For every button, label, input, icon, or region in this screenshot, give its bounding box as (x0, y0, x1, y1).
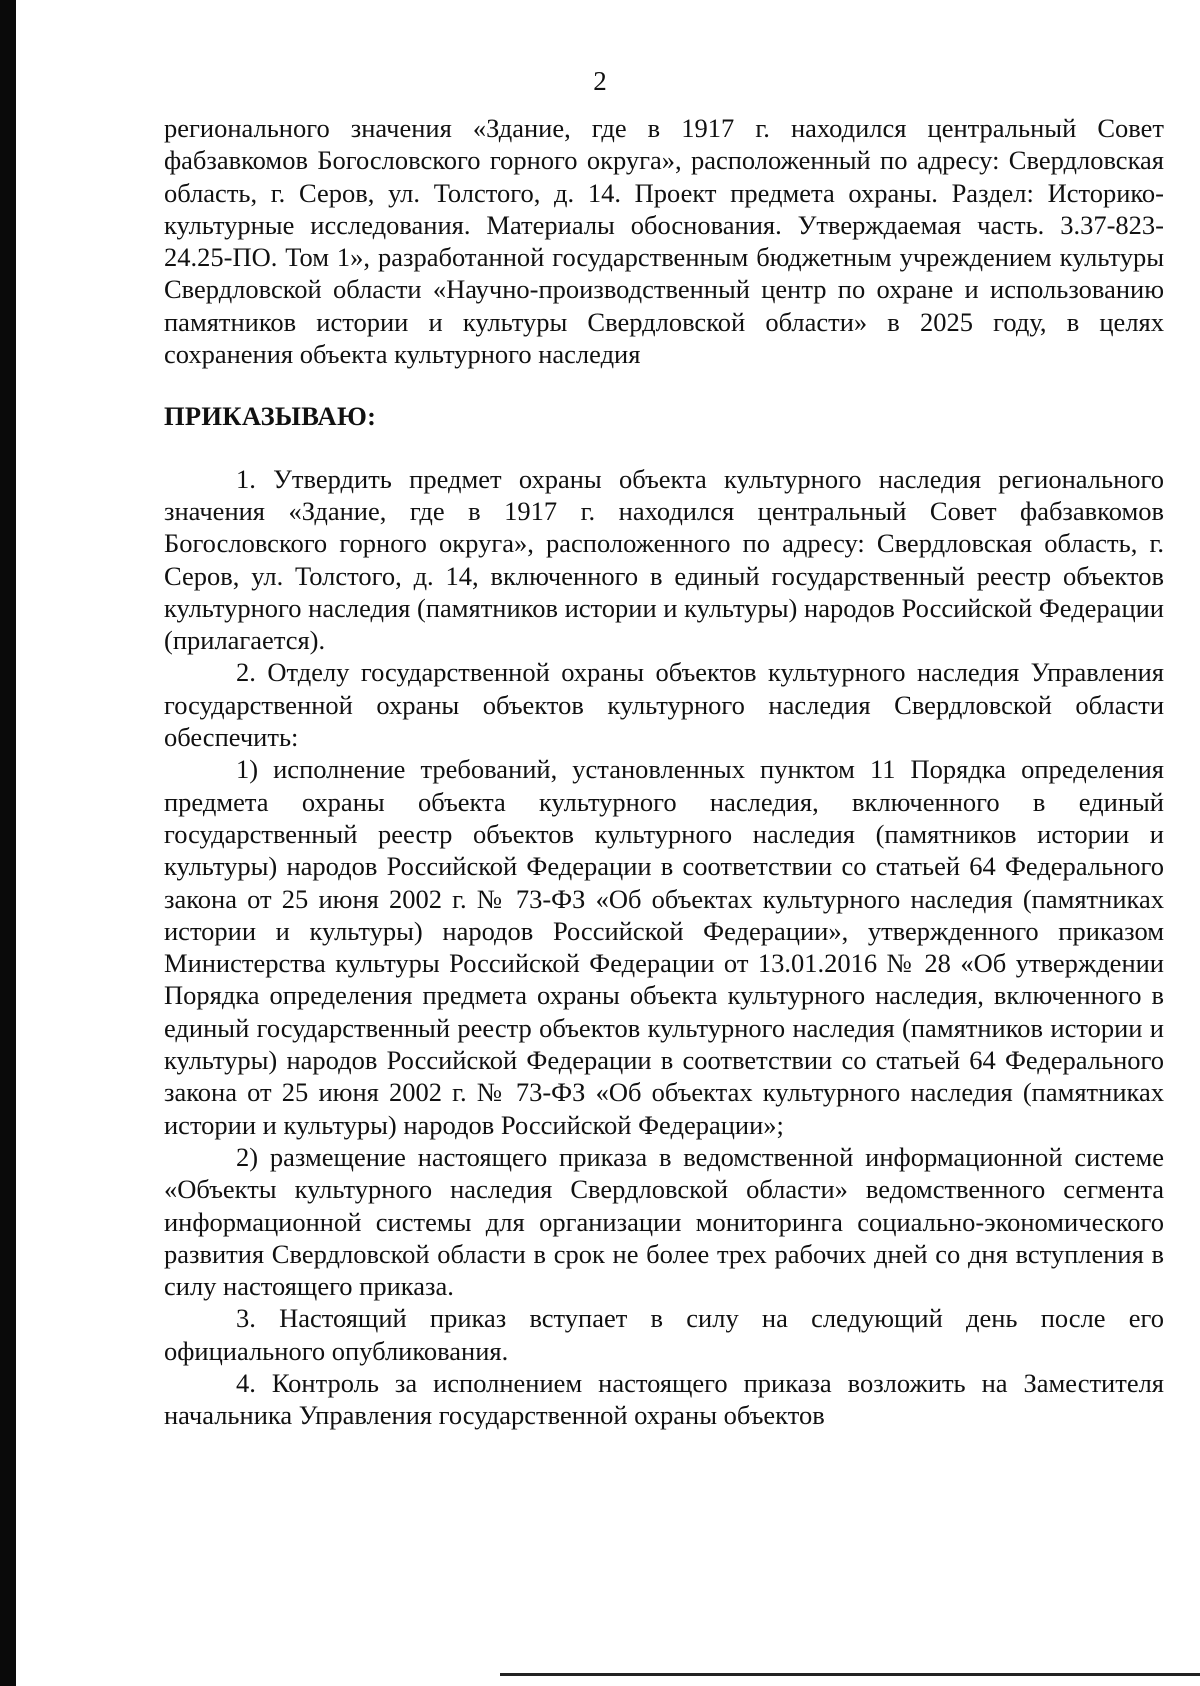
order-subitem-2-1: 1) исполнение требований, установленных пунктом 11 Порядка определения предмета охраны объекта культурного наследия, включенного в единый государственный реестр объектов культурного наследия (памятников истории и культуры) народов Российской Федерации в соответствии со статьей 64 Федерального закона от 25 июня 2002 г. № 73-ФЗ «Об объектах культурного наследия (памятниках истории и культуры) народов Российской Федерации», утвержденного приказом Министерства культуры Российской Федерации от 13.01.2016 № 28 «Об утверждении Порядка определения предмета охраны объекта культурного наследия, включенного в единый государственный реестр объектов культурного наследия (памятников истории и культуры) народов Российской Федерации в соответствии со статьей 64 Федерального закона от 25 июня 2002 г. № 73-ФЗ «Об объектах культурного наследия (памятниках истории и культуры) народов Российской Федерации»; (164, 754, 1164, 1140)
page-number: 2 (593, 66, 607, 96)
intro-paragraph: регионального значения «Здание, где в 1917 г. находился центральный Совет фабзавкомов Богословского горного округа», расположенный по адресу: Свердловская область, г. Серов, ул. Толстого, д. 14. Проект предмета охраны. Раздел: Историко-культурные исследования. Материалы обоснования. Утверждаемая часть. 3.37-823-24.25-ПО. Том 1», разработанной государственным бюджетным учреждением культуры Свердловской области «Научно-производственный центр по охране и использованию памятников истории и культуры Свердловской области» в 2025 году, в целях сохранения объекта культурного наследия (164, 113, 1164, 370)
scan-edge-shadow (0, 0, 16, 1686)
order-item-1: 1. Утвердить предмет охраны объекта культурного наследия регионального значения «Здание, где в 1917 г. находился центральный Совет фабзавкомов Богословского горного округа», расположенного по адресу: Свердловская область, г. Серов, ул. Толстого, д. 14, включенного в единый государственный реестр объектов культурного наследия (памятников истории и культуры) народов Российской Федерации (прилагается). (164, 463, 1164, 656)
bottom-rule-line (500, 1673, 1200, 1676)
order-item-3: 3. Настоящий приказ вступает в силу на следующий день после его официального опубликования. (164, 1303, 1164, 1366)
document-body (164, 112, 1164, 1432)
order-subitem-2-2: 2) размещение настоящего приказа в ведомственной информационной системе «Объекты культурного наследия Свердловской области» ведомственного сегмента информационной системы для организации мониторинга социально-экономического развития Свердловской области в срок не более трех рабочих дней со дня вступления в силу настоящего приказа. (164, 1141, 1164, 1302)
order-heading: ПРИКАЗЫВАЮ: (164, 401, 377, 432)
order-item-2: 2. Отделу государственной охраны объектов культурного наследия Управления государственной охраны объектов культурного наследия Свердловской области обеспечить: (164, 657, 1164, 753)
order-item-4: 4. Контроль за исполнением настоящего приказа возложить на Заместителя начальника Управления государственной охраны объектов (164, 1367, 1164, 1431)
